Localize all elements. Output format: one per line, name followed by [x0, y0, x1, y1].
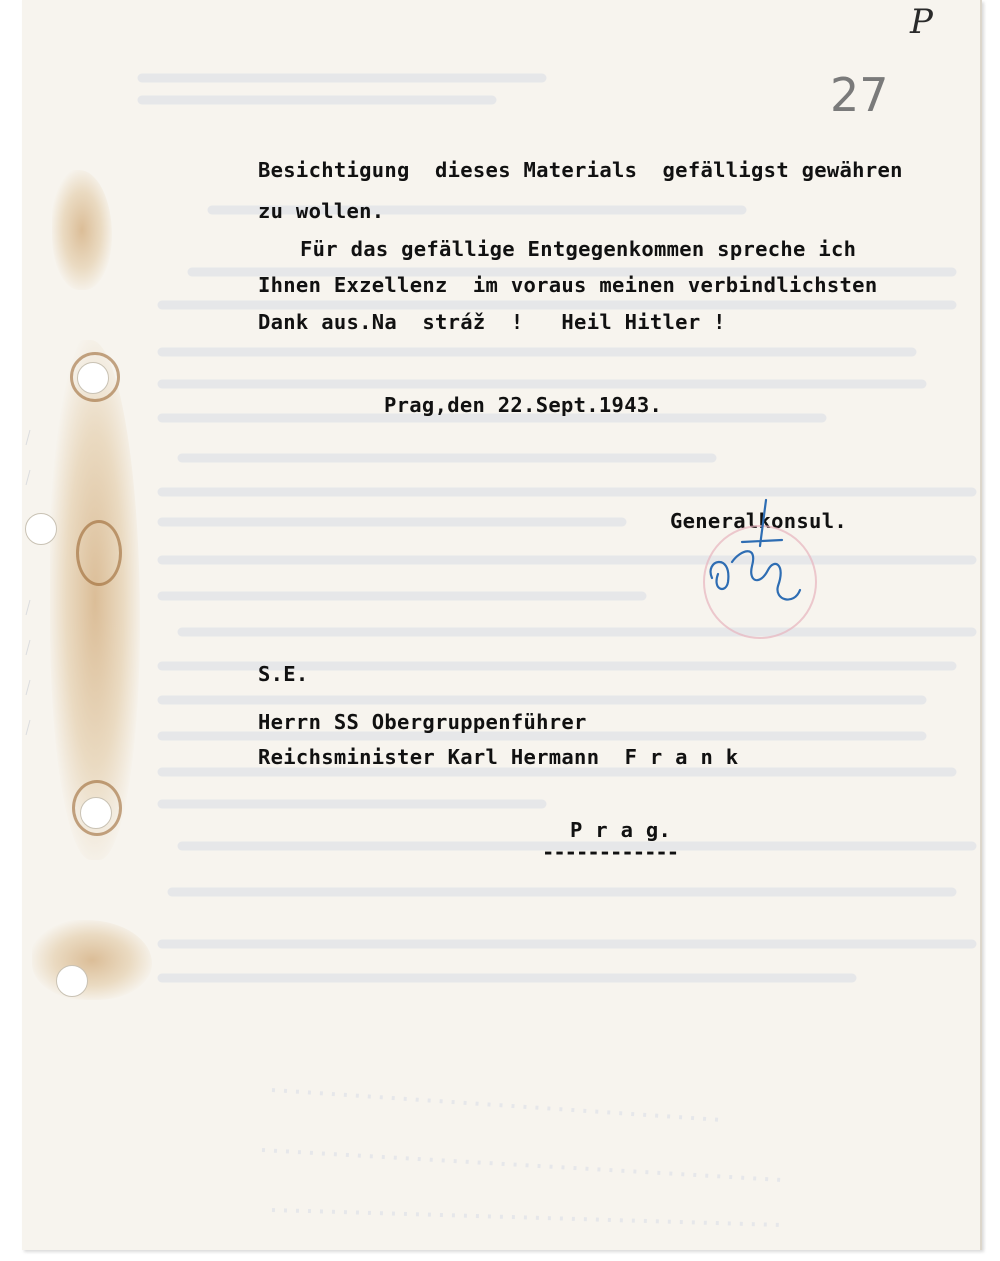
page-number-pencil: 27 [830, 68, 889, 122]
rust-stain-edge [76, 520, 122, 586]
punched-hole [56, 965, 88, 997]
punched-hole [80, 797, 112, 829]
rust-stain [32, 920, 152, 1000]
corner-handwritten-letter: P [910, 2, 933, 42]
reverse-side-show-through [22, 0, 980, 1250]
document-page [22, 0, 982, 1250]
recipient-city-underline: ------------ [542, 840, 679, 864]
body-line-2: zu wollen. [258, 199, 385, 223]
recipient-line-2: Reichsminister Karl Hermann F r a n k [258, 745, 739, 769]
body-line-4: Ihnen Exzellenz im voraus meinen verbindlichsten [258, 273, 878, 297]
recipient-city: P r a g. [570, 818, 672, 842]
rust-stain [52, 170, 112, 290]
date-line: Prag,den 22.Sept.1943. [384, 393, 663, 417]
body-line-3: Für das gefällige Entgegenkommen spreche ich [300, 237, 857, 261]
signature-title: Generalkonsul. [670, 509, 847, 533]
recipient-salutation: S.E. [258, 662, 309, 686]
punched-hole [77, 362, 109, 394]
body-line-1: Besichtigung dieses Materials gefälligst gewähren [258, 158, 903, 182]
recipient-line-1: Herrn SS Obergruppenführer [258, 710, 587, 734]
body-line-5: Dank aus.Na stráž ! Heil Hitler ! [258, 310, 726, 334]
signature-mark [682, 490, 832, 640]
punched-hole [25, 513, 57, 545]
